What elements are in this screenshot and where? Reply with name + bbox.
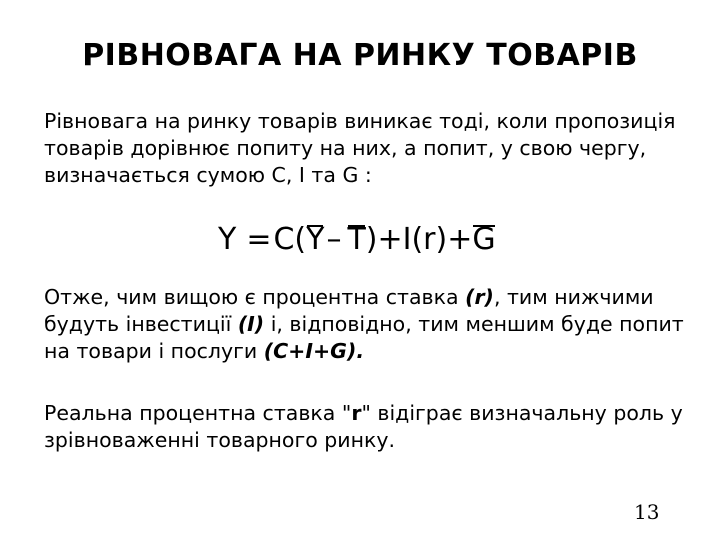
p2-text-3: і, відповідно, тим меншим буде попит на товари і послуги bbox=[44, 312, 684, 363]
paragraph-interest-rate-effect bbox=[44, 284, 704, 365]
p2-cig-symbol: (C+I+G). bbox=[263, 339, 365, 363]
p3-r-symbol: r bbox=[351, 401, 362, 425]
formula-g-bar: G bbox=[472, 222, 496, 257]
formula-c-open: C( bbox=[273, 222, 307, 257]
p3-text-2: " відіграє визначальну роль у зрівноваженні товарного ринку. bbox=[44, 401, 683, 452]
formula-y-bar: Y bbox=[306, 222, 325, 257]
p2-text-1: Отже, чим вищою є процентна ставка bbox=[44, 285, 466, 309]
p2-r-symbol: (r) bbox=[465, 285, 494, 309]
equilibrium-formula bbox=[218, 222, 496, 258]
paragraph-equilibrium-definition: Рівновага на ринку товарів виникає тоді, коли пропозиція товарів дорівнює попиту на них, а попит, у свою чергу, визначається сумою С, І та G : bbox=[44, 109, 676, 187]
formula-minus: – bbox=[326, 222, 342, 257]
formula-y: Y bbox=[218, 222, 237, 257]
slide-title: РІВНОВАГА НА РИНКУ ТОВАРІВ bbox=[82, 38, 638, 73]
p3-text-1: Реальна процентна ставка " bbox=[44, 401, 352, 425]
paragraph-real-rate bbox=[44, 400, 704, 454]
p2-text-2: , тим нижчими будуть інвестиції bbox=[44, 285, 654, 336]
formula-t-bar: T bbox=[347, 222, 366, 257]
page-number: 13 bbox=[634, 500, 660, 524]
formula-investment: )+I(r)+ bbox=[365, 222, 473, 257]
formula-equals: = bbox=[246, 222, 272, 257]
p2-i-symbol: (I) bbox=[237, 312, 265, 336]
